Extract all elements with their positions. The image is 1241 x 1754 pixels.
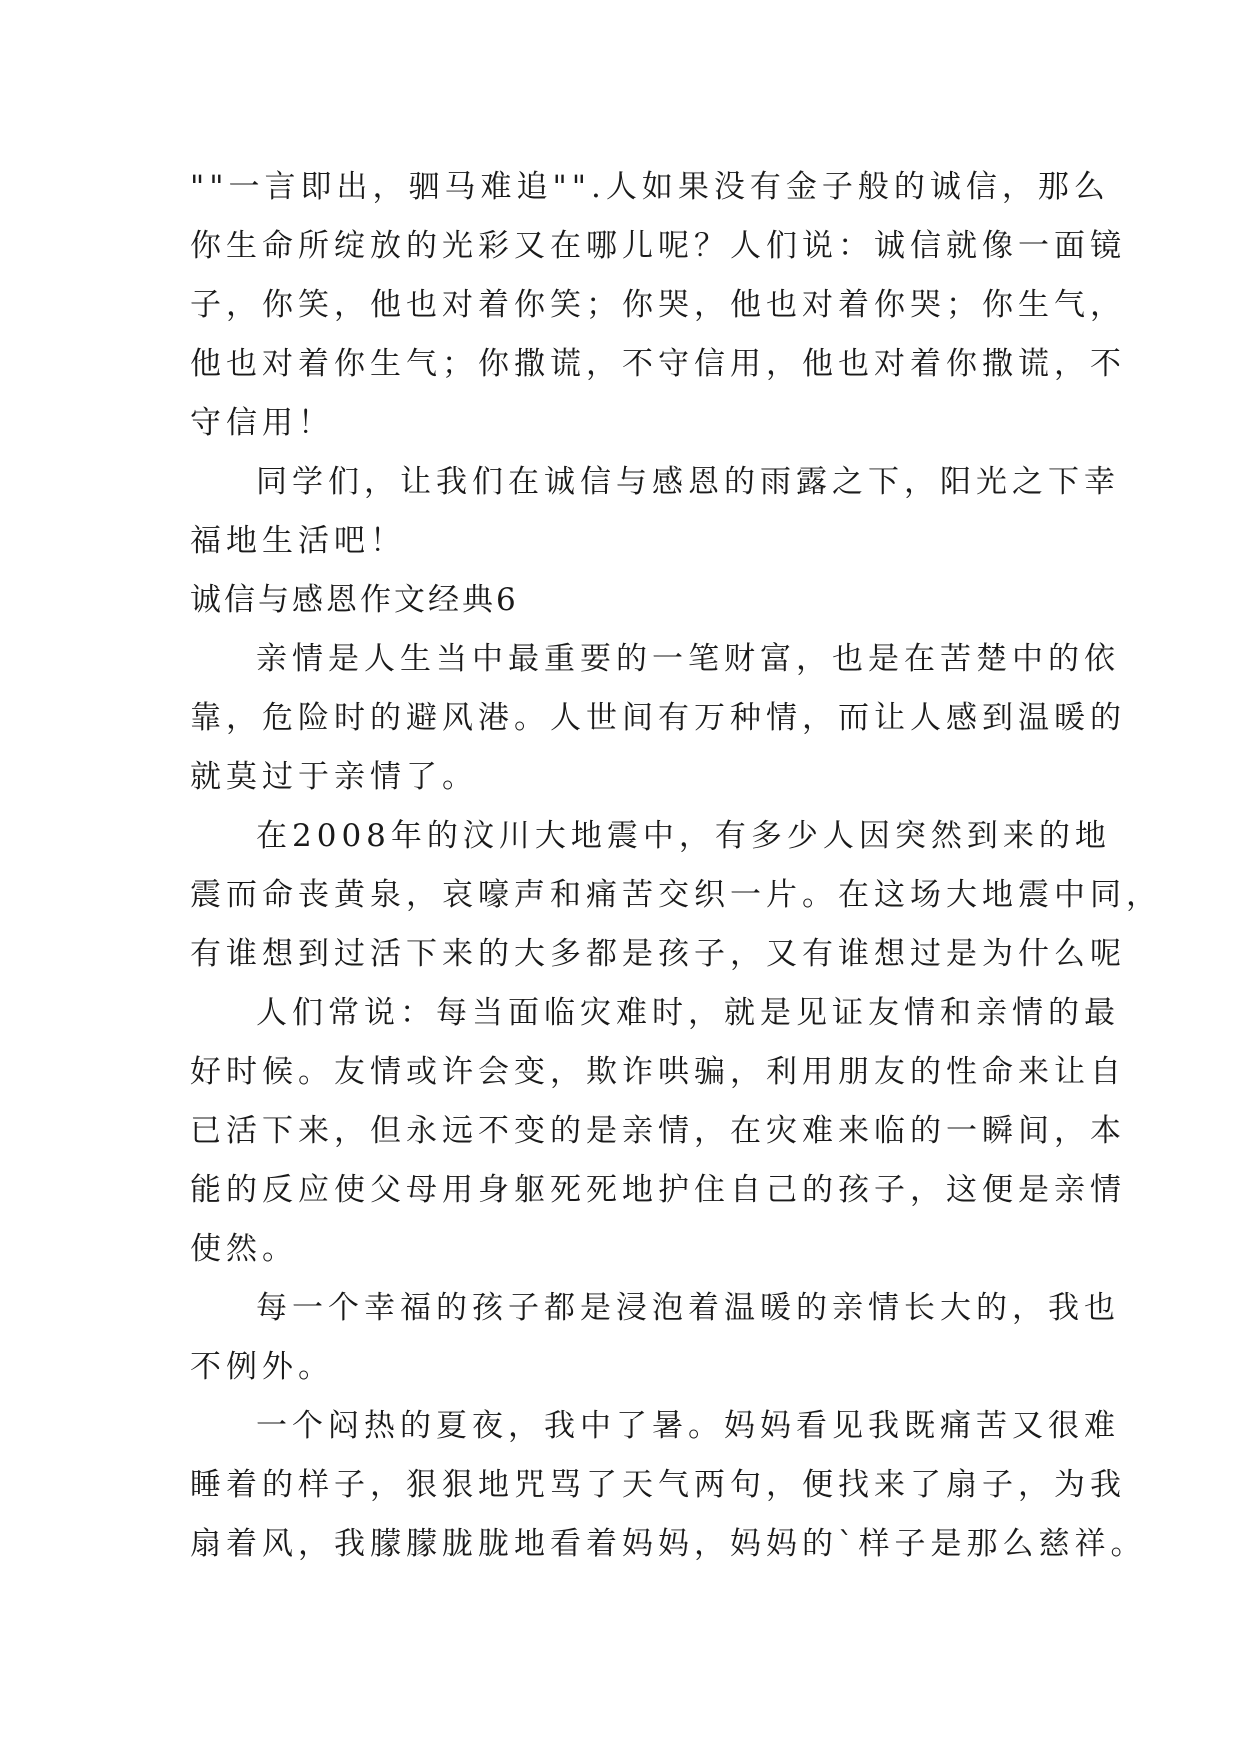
paragraph-5-line-4: 能的反应使父母用身躯死死地护住自己的孩子，这便是亲情 [190,1172,1126,1208]
paragraph-3-line-3: 就莫过于亲情了。 [190,759,478,795]
paragraph-2-line-1: 同学们，让我们在诚信与感恩的雨露之下，阳光之下幸 [256,464,1120,500]
paragraph-6-line-1: 每一个幸福的孩子都是浸泡着温暖的亲情长大的，我也 [256,1290,1120,1326]
paragraph-3-line-1: 亲情是人生当中最重要的一笔财富，也是在苦楚中的依 [256,641,1120,677]
paragraph-5-line-3: 已活下来，但永远不变的是亲情，在灾难来临的一瞬间，本 [190,1113,1126,1149]
paragraph-5-line-2: 好时候。友情或许会变，欺诈哄骗，利用朋友的性命来让自 [190,1054,1126,1090]
paragraph-1-line-3: 子，你笑，他也对着你笑；你哭，他也对着你哭；你生气， [190,287,1126,323]
paragraph-3-line-2: 靠，危险时的避风港。人世间有万种情，而让人感到温暖的 [190,700,1126,736]
paragraph-7-line-1: 一个闷热的夏夜，我中了暑。妈妈看见我既痛苦又很难 [256,1408,1120,1444]
paragraph-7-line-3: 扇着风，我朦朦胧胧地看着妈妈，妈妈的`样子是那么慈祥。 [190,1526,1147,1562]
paragraph-1-line-1: ""一言即出，驷马难追"".人如果没有金子般的诚信，那么 [190,169,1110,205]
paragraph-4-line-3: 有谁想到过活下来的大多都是孩子，又有谁想过是为什么呢 [190,936,1126,972]
section-heading: 诚信与感恩作文经典6 [190,582,519,618]
paragraph-1-line-5: 守信用！ [190,405,334,441]
paragraph-1-line-2: 你生命所绽放的光彩又在哪儿呢？人们说：诚信就像一面镜 [190,228,1126,264]
paragraph-5-line-5: 使然。 [190,1231,298,1267]
paragraph-1-line-4: 他也对着你生气；你撒谎，不守信用，他也对着你撒谎，不 [190,346,1126,382]
paragraph-6-line-2: 不例外。 [190,1349,334,1385]
document-body [190,158,1162,1574]
paragraph-2-line-2: 福地生活吧！ [190,523,406,559]
paragraph-4-line-2: 震而命丧黄泉，哀嚎声和痛苦交织一片。在这场大地震中同， [190,877,1162,913]
paragraph-5-line-1: 人们常说：每当面临灾难时，就是见证友情和亲情的最 [256,995,1120,1031]
paragraph-4-line-1: 在2008年的汶川大地震中，有多少人因突然到来的地 [256,818,1111,854]
paragraph-7-line-2: 睡着的样子，狠狠地咒骂了天气两句，便找来了扇子，为我 [190,1467,1126,1503]
